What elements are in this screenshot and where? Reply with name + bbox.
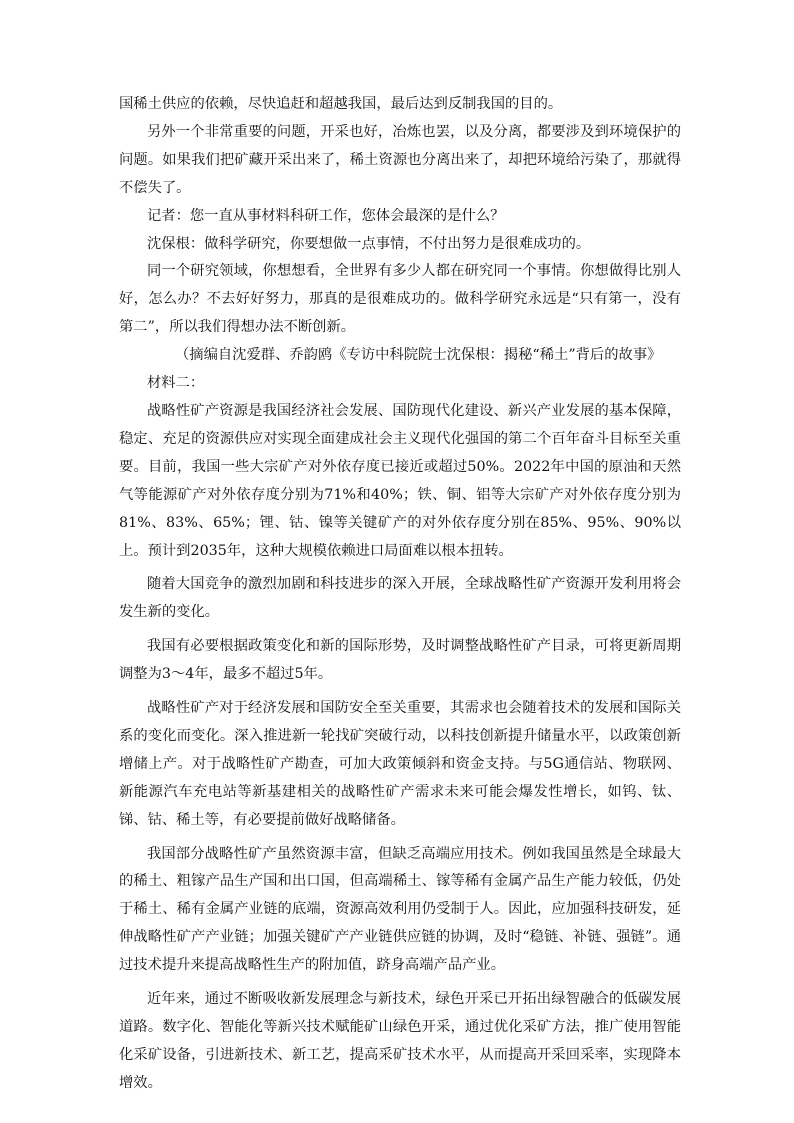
paragraph-catalog-update: 我国有必要根据政策变化和新的国际形势，及时调整战略性矿产目录，可将更新周期调整为3～4年，最多不超过5年。 bbox=[119, 638, 681, 683]
paragraph-research: 同一个研究领域，你想想看，全世界有多少人都在研究同一个事情。你想做得比别人好，怎么办？不去好好努力，那真的是很难成功的。做科学研究永远是“只有第一，没有第二”，所以我们得想办法不断创新。 bbox=[119, 263, 681, 336]
document-body bbox=[119, 91, 681, 1098]
paragraph-reporter-question: 记者：您一直从事材料科研工作，您体会最深的是什么？ bbox=[147, 207, 505, 224]
paragraph-competition: 随着大国竞争的激烈加剧和科技进步的深入开展，全球战略性矿产资源开发利用将会发生新的变化。 bbox=[119, 576, 681, 621]
paragraph-strategic-minerals: 战略性矿产资源是我国经济社会发展、国防现代化建设、新兴产业发展的基本保障，稳定、充足的资源供应对实现全面建成社会主义现代化强国的第二个百年奋斗目标至关重要。目前，我国一些大宗矿产对外依存度已接近或超过50%。2022年中国的原油和天然气等能源矿产对外依存度分别为71%和40%；铁、铜、铝等大宗矿产对外依存度分别为81%、83%、65%；锂、钴、镍等关键矿产的对外依存度分别在85%、95%、90%以上。预计到2035年，这种大规模依赖进口局面难以根本扭转。 bbox=[119, 402, 681, 559]
material-two-heading: 材料二： bbox=[147, 375, 205, 392]
paragraph-answer: 沈保根：做科学研究，你要想做一点事情，不付出努力是很难成功的。 bbox=[147, 235, 591, 252]
paragraph-environment: 另外一个非常重要的问题，开采也好，冶炼也罢，以及分离，都要涉及到环境保护的问题。如果我们把矿藏开采出来了，稀土资源也分离出来了，却把环境给污染了，那就得不偿失了。 bbox=[119, 123, 681, 196]
paragraph-technology: 我国部分战略性矿产虽然资源丰富，但缺乏高端应用技术。例如我国虽然是全球最大的稀土、粗镓产品生产国和出口国，但高端稀土、镓等稀有金属产品生产能力较低，仍处于稀土、稀有金属产业链的底端，资源高效利用仍受制于人。因此，应加强科技研发，延伸战略性矿产产业链；加强关键矿产产业链供应链的协调，及时“稳链、补链、强链”。通过技术提升来提高战略性生产的附加值，跻身高端产品产业。 bbox=[119, 845, 681, 974]
paragraph-exploration: 战略性矿产对于经济发展和国防安全至关重要，其需求也会随着技术的发展和国际关系的变化而变化。深入推进新一轮找矿突破行动，以科技创新提升储量水平，以政策创新增储上产。对于战略性矿产勘查，可加大政策倾斜和资金支持。与5G通信站、物联网、新能源汽车充电站等新基建相关的战略性矿产需求未来可能会爆发性增长，如钨、钛、锑、钴、稀土等，有必要提前做好战略储备。 bbox=[119, 700, 681, 828]
source-citation: （摘编自沈爱群、乔韵鸥《专访中科院院士沈保根：揭秘“稀土”背后的故事》 bbox=[175, 347, 662, 364]
paragraph-green-mining: 近年来，通过不断吸收新发展理念与新技术，绿色开采已开拓出绿智融合的低碳发展道路。数字化、智能化等新兴技术赋能矿山绿色开采，通过优化采矿方法，推广使用智能化采矿设备，引进新技术、新工艺，提高采矿技术水平，从而提高开采回采率，实现降本增效。 bbox=[119, 991, 681, 1091]
paragraph-continuation: 国稀土供应的依赖，尽快追赶和超越我国，最后达到反制我国的目的。 bbox=[119, 96, 563, 112]
